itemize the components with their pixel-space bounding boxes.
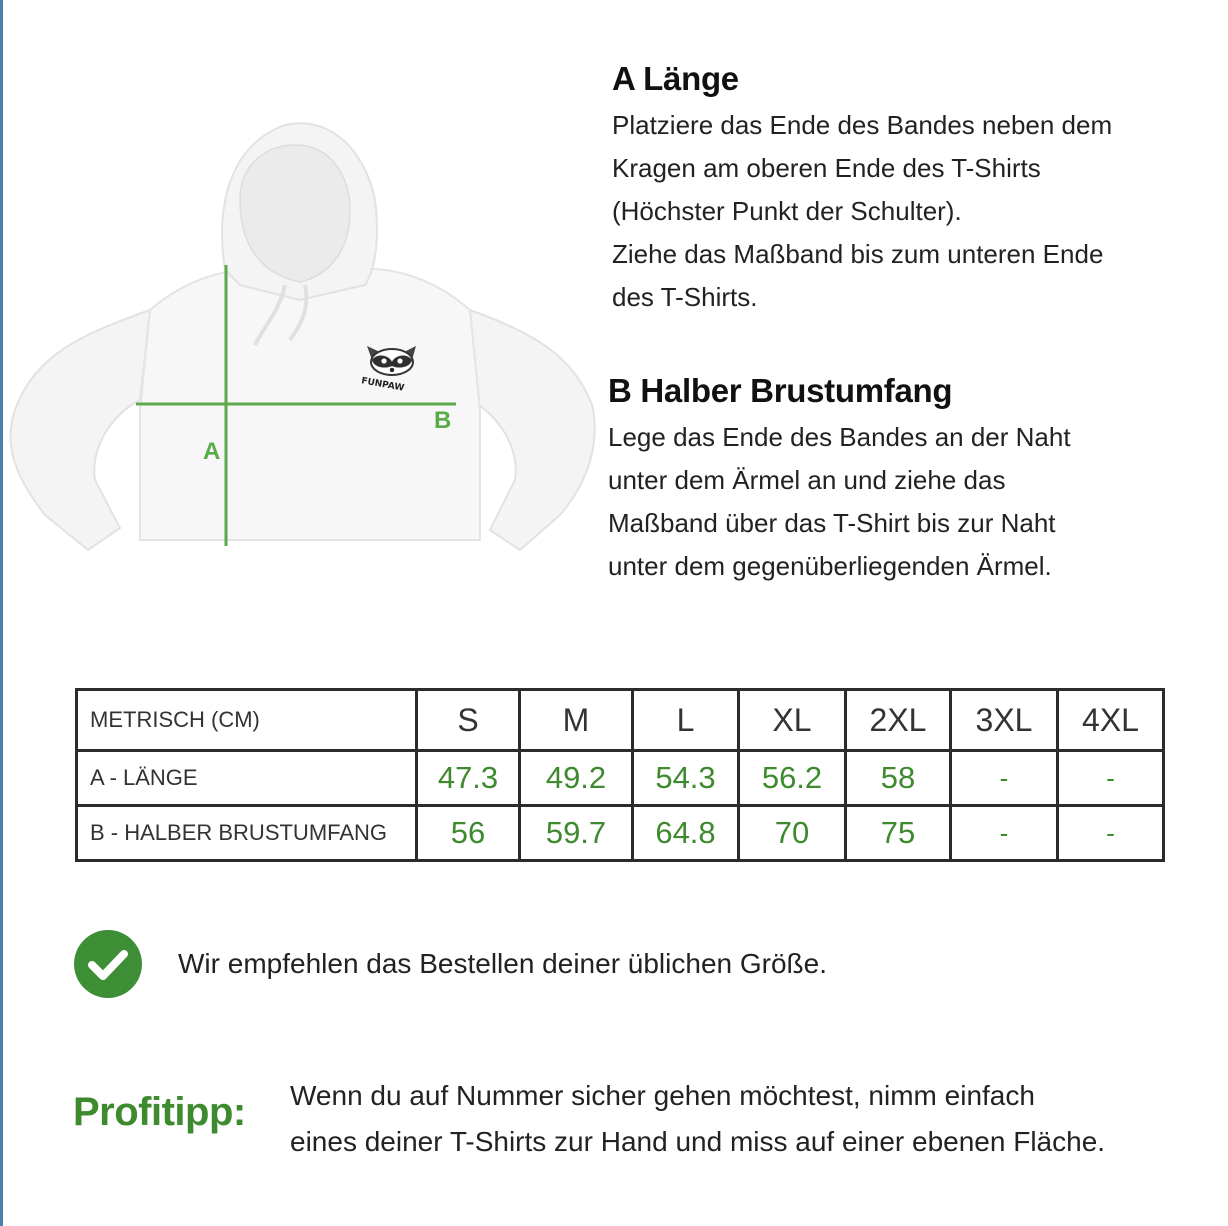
size-header-cell: S <box>417 690 520 751</box>
value-cell: - <box>951 806 1058 861</box>
section-b-line: Maßband über das T-Shirt bis zur Naht <box>608 508 1056 538</box>
table-row <box>77 751 1164 806</box>
value-cell: 56 <box>417 806 520 861</box>
section-b-title: B Halber Brustumfang <box>608 372 953 409</box>
row-label-cell: A - LÄNGE <box>77 751 417 806</box>
size-header-cell: L <box>633 690 739 751</box>
size-header-cell: 4XL <box>1058 690 1164 751</box>
size-header-cell: 3XL <box>951 690 1058 751</box>
value-cell: 54.3 <box>633 751 739 806</box>
value-cell: 64.8 <box>633 806 739 861</box>
section-b-line: unter dem gegenüberliegenden Ärmel. <box>608 551 1052 581</box>
size-header-cell: M <box>520 690 633 751</box>
hoodie-illustration <box>0 110 610 570</box>
hoodie-left-sleeve <box>10 310 150 550</box>
table-row <box>77 806 1164 861</box>
recommendation-text: Wir empfehlen das Bestellen deiner üblichen Größe. <box>178 948 828 979</box>
section-a-line: Kragen am oberen Ende des T-Shirts <box>612 153 1041 183</box>
row-label-cell: B - HALBER BRUSTUMFANG <box>77 806 417 861</box>
value-cell: 49.2 <box>520 751 633 806</box>
section-a-line: Ziehe das Maßband bis zum unteren Ende <box>612 239 1104 269</box>
value-cell: 70 <box>739 806 846 861</box>
funpaw-logo-text: FUNPAW <box>360 376 405 394</box>
section-a-line: (Höchster Punkt der Schulter). <box>612 196 962 226</box>
marker-a-label: A <box>203 438 221 465</box>
section-a-length <box>612 60 1172 319</box>
profitip-line: Wenn du auf Nummer sicher gehen möchtest, nimm einfach <box>290 1080 1035 1111</box>
section-a-line: des T-Shirts. <box>612 282 758 312</box>
size-header-cell: XL <box>739 690 846 751</box>
value-cell: - <box>1058 751 1164 806</box>
profitip-text <box>290 1073 1190 1165</box>
section-b-chest <box>608 372 1168 588</box>
value-cell: 59.7 <box>520 806 633 861</box>
value-cell: 58 <box>846 751 951 806</box>
table-header-row <box>77 690 1164 751</box>
header-label-cell: METRISCH (CM) <box>77 690 417 751</box>
size-header-cell: 2XL <box>846 690 951 751</box>
hoodie-right-sleeve <box>470 310 595 550</box>
profitip-line: eines deiner T-Shirts zur Hand und miss auf einer ebenen Fläche. <box>290 1126 1106 1157</box>
value-cell: 56.2 <box>739 751 846 806</box>
section-b-description <box>608 416 1168 588</box>
value-cell: - <box>1058 806 1164 861</box>
size-table <box>75 688 1165 862</box>
section-a-description <box>612 104 1172 319</box>
check-circle-icon <box>74 930 142 998</box>
marker-b-label: B <box>434 407 452 434</box>
profitip-label: Profitipp: <box>73 1090 246 1134</box>
value-cell: - <box>951 751 1058 806</box>
section-b-line: Lege das Ende des Bandes an der Naht <box>608 422 1071 452</box>
section-b-line: unter dem Ärmel an und ziehe das <box>608 465 1006 495</box>
section-a-line: Platziere das Ende des Bandes neben dem <box>612 110 1113 140</box>
value-cell: 47.3 <box>417 751 520 806</box>
value-cell: 75 <box>846 806 951 861</box>
section-a-title: A Länge <box>612 60 739 97</box>
